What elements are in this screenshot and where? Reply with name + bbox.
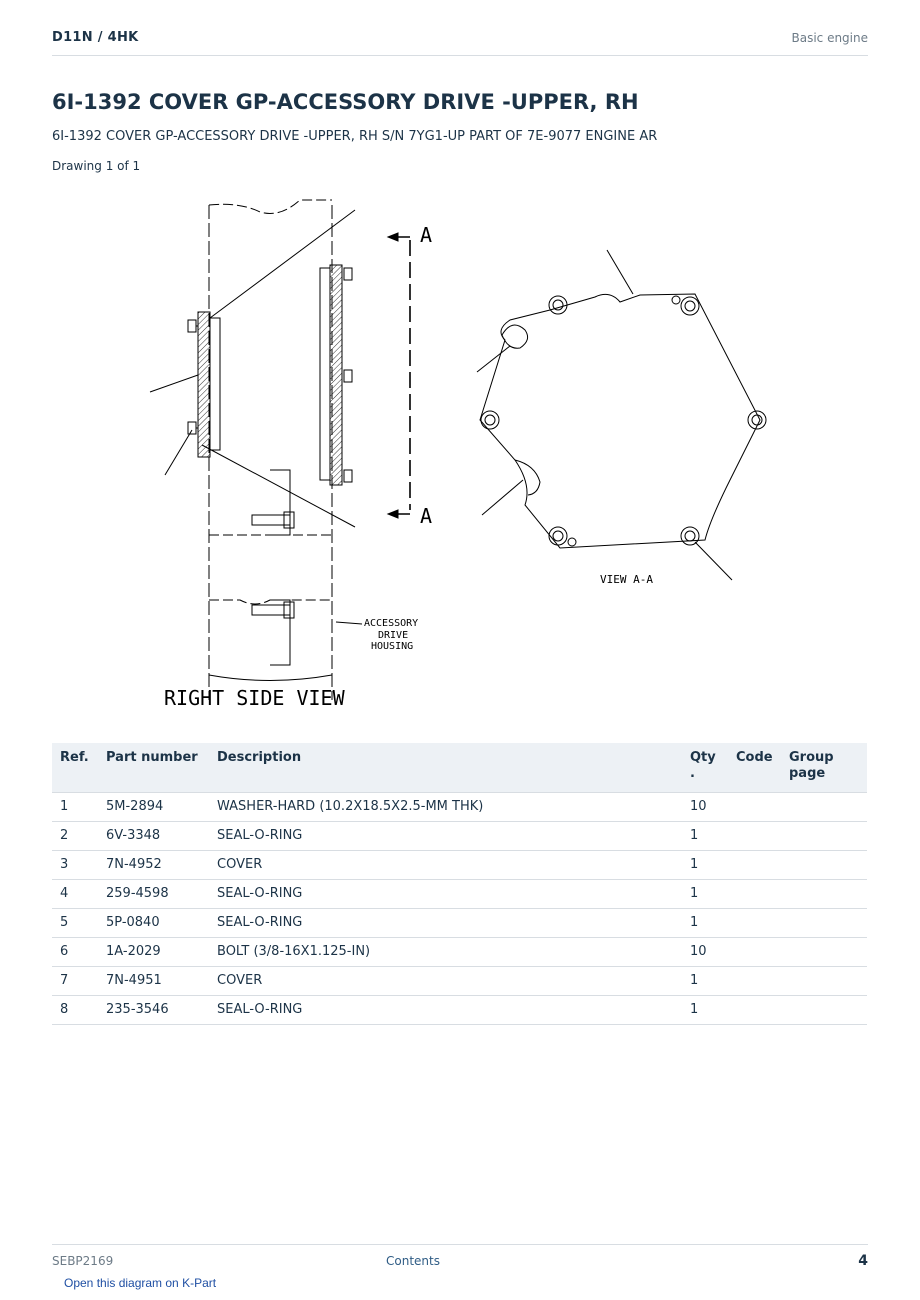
cell-part-number: 6V-3348 — [98, 821, 209, 850]
header-ref: Ref. — [52, 743, 98, 792]
cell-group-page — [781, 879, 867, 908]
drawing-count: Drawing 1 of 1 — [52, 159, 141, 173]
cell-ref: 6 — [52, 937, 98, 966]
cell-ref: 4 — [52, 879, 98, 908]
cell-part-number: 1A-2029 — [98, 937, 209, 966]
cell-part-number: 5P-0840 — [98, 908, 209, 937]
cell-ref: 2 — [52, 821, 98, 850]
header-part-number: Part number — [98, 743, 209, 792]
cell-description: SEAL-O-RING — [209, 879, 682, 908]
header-group-page: Group page — [781, 743, 867, 792]
page-subtitle: 6I-1392 COVER GP-ACCESSORY DRIVE -UPPER, RH S/N 7YG1-UP PART OF 7E-9077 ENGINE AR — [52, 129, 658, 144]
section-marker-top: A — [420, 223, 433, 247]
table-row[interactable] — [52, 995, 867, 1024]
header-description: Description — [209, 743, 682, 792]
cell-description: BOLT (3/8-16X1.125-IN) — [209, 937, 682, 966]
model-label: D11N / 4HK — [52, 30, 139, 45]
cell-group-page — [781, 995, 867, 1024]
table-row[interactable] — [52, 792, 867, 821]
header-qty: Qty . — [682, 743, 728, 792]
cell-qty: 1 — [682, 995, 728, 1024]
cell-ref: 8 — [52, 995, 98, 1024]
cell-group-page — [781, 792, 867, 821]
cell-description: SEAL-O-RING — [209, 995, 682, 1024]
cell-part-number: 7N-4951 — [98, 966, 209, 995]
header-code: Code — [728, 743, 781, 792]
cell-part-number: 259-4598 — [98, 879, 209, 908]
parts-table — [52, 743, 867, 1025]
cell-qty: 1 — [682, 966, 728, 995]
section-marker-bottom: A — [420, 504, 433, 528]
cell-ref: 5 — [52, 908, 98, 937]
cell-ref: 3 — [52, 850, 98, 879]
parts-diagram[interactable] — [140, 190, 790, 715]
housing-label-line1: ACCESSORY — [364, 618, 419, 629]
cell-description: COVER — [209, 850, 682, 879]
cell-group-page — [781, 850, 867, 879]
page-footer — [52, 1244, 868, 1274]
cell-code — [728, 879, 781, 908]
cell-code — [728, 937, 781, 966]
right-side-view-label: RIGHT SIDE VIEW — [164, 686, 345, 710]
cell-ref: 1 — [52, 792, 98, 821]
doc-number: SEBP2169 — [52, 1254, 114, 1268]
cell-description: SEAL-O-RING — [209, 908, 682, 937]
cell-qty: 1 — [682, 908, 728, 937]
page-title: 6I-1392 COVER GP-ACCESSORY DRIVE -UPPER, RH — [52, 90, 639, 114]
housing-label-line3: HOUSING — [371, 641, 414, 652]
cell-qty: 1 — [682, 850, 728, 879]
table-header-row — [52, 743, 867, 792]
cell-ref: 7 — [52, 966, 98, 995]
table-row[interactable] — [52, 908, 867, 937]
cell-description: SEAL-O-RING — [209, 821, 682, 850]
cell-qty: 1 — [682, 879, 728, 908]
cell-group-page — [781, 821, 867, 850]
cell-code — [728, 821, 781, 850]
cell-group-page — [781, 937, 867, 966]
cell-qty: 10 — [682, 937, 728, 966]
table-row[interactable] — [52, 879, 867, 908]
cell-qty: 10 — [682, 792, 728, 821]
cell-part-number: 235-3546 — [98, 995, 209, 1024]
cell-part-number: 5M-2894 — [98, 792, 209, 821]
cell-code — [728, 908, 781, 937]
cell-code — [728, 792, 781, 821]
cell-code — [728, 850, 781, 879]
cell-description: COVER — [209, 966, 682, 995]
kpart-link[interactable]: Open this diagram on K-Part — [64, 1276, 217, 1290]
table-row[interactable] — [52, 937, 867, 966]
cell-part-number: 7N-4952 — [98, 850, 209, 879]
page-number: 4 — [858, 1253, 868, 1269]
page-header — [52, 28, 868, 56]
table-row[interactable] — [52, 850, 867, 879]
contents-link[interactable]: Contents — [386, 1254, 440, 1268]
cell-qty: 1 — [682, 821, 728, 850]
section-label: Basic engine — [791, 31, 868, 45]
view-a-a-label: VIEW A-A — [600, 573, 653, 586]
cell-group-page — [781, 908, 867, 937]
cell-group-page — [781, 966, 867, 995]
cell-code — [728, 966, 781, 995]
table-row[interactable] — [52, 966, 867, 995]
cell-code — [728, 995, 781, 1024]
housing-label-line2: DRIVE — [378, 630, 409, 641]
table-row[interactable] — [52, 821, 867, 850]
cell-description: WASHER-HARD (10.2X18.5X2.5-MM THK) — [209, 792, 682, 821]
